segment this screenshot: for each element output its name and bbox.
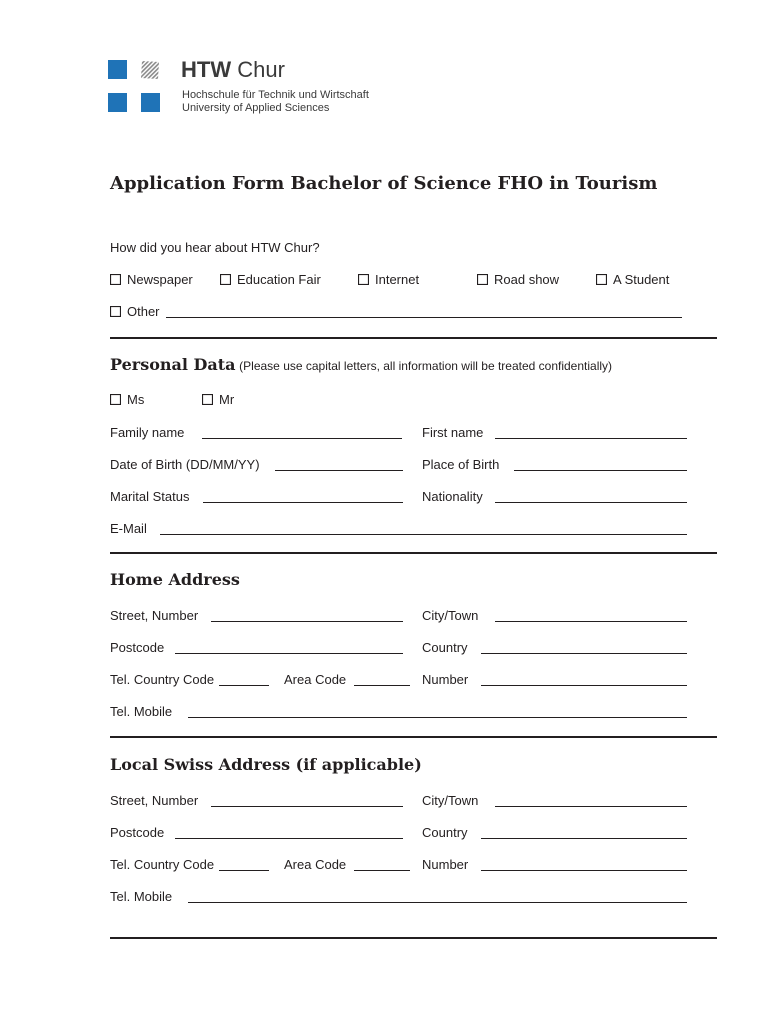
local-postcode-field[interactable]	[175, 838, 403, 839]
option-label: Education Fair	[237, 272, 321, 287]
checkbox-icon[interactable]	[220, 274, 231, 285]
local-country-label: Country	[422, 825, 468, 840]
option-label: A Student	[613, 272, 670, 287]
email-field[interactable]	[160, 534, 687, 535]
home-mobile-label: Tel. Mobile	[110, 704, 173, 719]
source-question: How did you hear about HTW Chur?	[110, 240, 320, 255]
home-tel-country-code-label: Tel. Country Code	[110, 672, 215, 687]
home-postcode-label: Postcode	[110, 640, 165, 655]
checkbox-icon[interactable]	[110, 306, 121, 317]
home-country-label: Country	[422, 640, 468, 655]
home-street-field[interactable]	[211, 621, 403, 622]
local-number-label: Number	[422, 857, 469, 872]
logo-line-1: Hochschule für Technik und Wirtschaft	[182, 89, 369, 101]
local-street-field[interactable]	[211, 806, 403, 807]
family-name-field[interactable]	[202, 438, 402, 439]
logo-name-light: Chur	[237, 57, 285, 82]
page-title: Application Form Bachelor of Science FHO in Tourism	[110, 173, 658, 194]
family-name-label: Family name	[110, 425, 185, 440]
option-label: Mr	[219, 392, 235, 407]
logo-square-bottom-left	[108, 93, 127, 112]
nationality-field[interactable]	[495, 502, 687, 503]
home-mobile-field[interactable]	[188, 717, 687, 718]
local-address-heading: Local Swiss Address (if applicable)	[110, 755, 422, 774]
local-city-label: City/Town	[422, 793, 479, 808]
home-postcode-field[interactable]	[175, 653, 403, 654]
home-tel-country-code-field[interactable]	[219, 685, 269, 686]
place-of-birth-label: Place of Birth	[422, 457, 500, 472]
option-label: Ms	[127, 392, 145, 407]
local-street-label: Street, Number	[110, 793, 199, 808]
logo-name	[181, 58, 285, 82]
dob-label: Date of Birth (DD/MM/YY)	[110, 457, 260, 472]
nationality-label: Nationality	[422, 489, 483, 504]
personal-data-note: (Please use capital letters, all information will be treated confidentially)	[239, 359, 613, 373]
home-city-label: City/Town	[422, 608, 479, 623]
logo-square-pattern	[140, 60, 160, 80]
option-label: Other	[127, 304, 160, 319]
personal-heading-row	[110, 354, 612, 377]
logo-name-bold: HTW	[181, 57, 232, 82]
place-of-birth-field[interactable]	[514, 470, 687, 471]
option-label: Road show	[494, 272, 560, 287]
section-divider	[110, 552, 717, 554]
home-city-field[interactable]	[495, 621, 687, 622]
checkbox-icon[interactable]	[477, 274, 488, 285]
logo-square-bottom-right	[141, 93, 160, 112]
email-label: E-Mail	[110, 521, 147, 536]
home-address-heading: Home Address	[110, 570, 240, 589]
local-mobile-field[interactable]	[188, 902, 687, 903]
section-divider	[110, 337, 717, 339]
local-tel-country-code-label: Tel. Country Code	[110, 857, 215, 872]
local-city-field[interactable]	[495, 806, 687, 807]
option-label: Newspaper	[127, 272, 193, 287]
home-street-label: Street, Number	[110, 608, 199, 623]
section-divider	[110, 736, 717, 738]
option-label: Internet	[375, 272, 420, 287]
home-country-field[interactable]	[481, 653, 687, 654]
local-tel-country-code-field[interactable]	[219, 870, 269, 871]
home-area-code-label: Area Code	[284, 672, 347, 687]
home-area-code-field[interactable]	[354, 685, 410, 686]
local-number-field[interactable]	[481, 870, 687, 871]
checkbox-icon[interactable]	[596, 274, 607, 285]
dob-field[interactable]	[275, 470, 403, 471]
checkbox-icon[interactable]	[202, 394, 213, 405]
marital-status-field[interactable]	[203, 502, 403, 503]
local-area-code-label: Area Code	[284, 857, 347, 872]
first-name-field[interactable]	[495, 438, 687, 439]
local-postcode-label: Postcode	[110, 825, 165, 840]
checkbox-icon[interactable]	[358, 274, 369, 285]
marital-status-label: Marital Status	[110, 489, 190, 504]
first-name-label: First name	[422, 425, 484, 440]
checkbox-icon[interactable]	[110, 394, 121, 405]
local-country-field[interactable]	[481, 838, 687, 839]
other-input-line[interactable]	[166, 317, 682, 318]
logo	[108, 57, 388, 116]
logo-line-2: University of Applied Sciences	[182, 102, 330, 114]
section-divider	[110, 937, 717, 939]
logo-square-top-left	[108, 60, 127, 79]
home-number-label: Number	[422, 672, 469, 687]
home-number-field[interactable]	[481, 685, 687, 686]
personal-data-heading: Personal Data	[110, 355, 236, 374]
local-area-code-field[interactable]	[354, 870, 410, 871]
local-mobile-label: Tel. Mobile	[110, 889, 173, 904]
checkbox-icon[interactable]	[110, 274, 121, 285]
